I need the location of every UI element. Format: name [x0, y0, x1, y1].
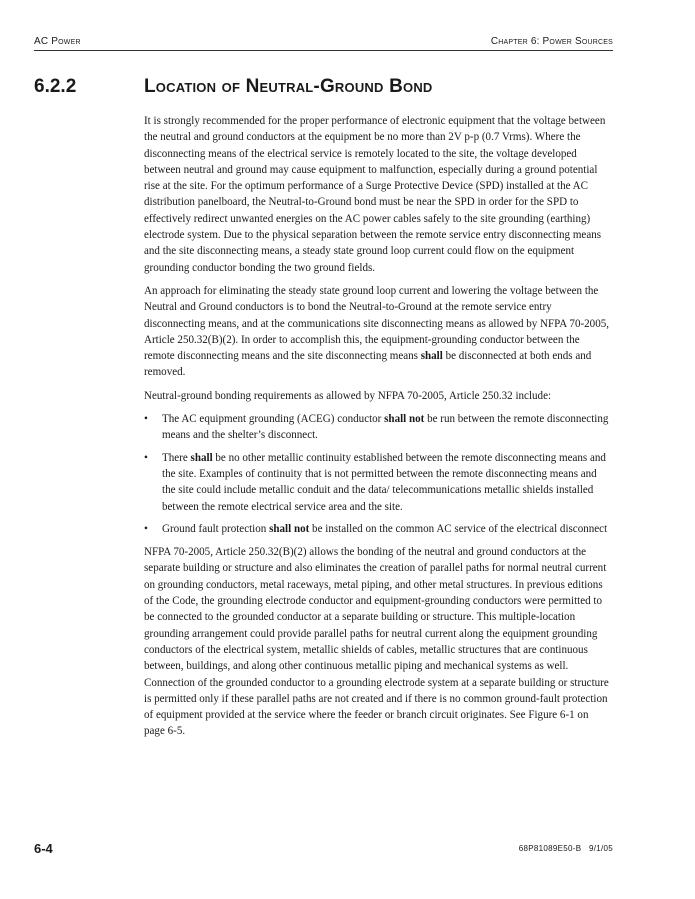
running-header-right: Chapter 6: Power Sources [490, 36, 613, 47]
list-item [144, 521, 612, 537]
paragraph-approach-text-2: be disconnected at both ends and removed. [144, 350, 592, 379]
emphasis-shall-not: shall not [384, 413, 425, 426]
list-item-text-2: be installed on the common AC service of the electrical disconnect [309, 522, 608, 535]
running-header-left: AC Power [34, 36, 81, 47]
paragraph-approach [144, 283, 612, 381]
list-item-text-1: The AC equipment grounding (ACEG) conductor [162, 413, 385, 426]
document-id: 68P81089E50-B 9/1/05 [518, 844, 613, 853]
body-text [144, 113, 612, 747]
paragraph-nfpa: NFPA 70-2005, Article 250.32(B)(2) allows the bonding of the neutral and ground conductors at the separate building or structure and also eliminates the creation of parallel paths for normal neutral current on grounding conductors, metal raceways, metal piping, and other metal structures. In previous editions of the Code, the grounding electrode conductor and equipment-grounding conductors were permitted to be connected to the grounded conductor at a separate building or structure. This multiple-location grounding arrangement could provide parallel paths for neutral current along the equipment grounding conductors of the electrical system, metallic shields of cables, metallic structures that are continuous between, buildings, and along other continuous metallic piping and mechanical systems as well. Connection of the grounded conductor to a grounding electrode system at a separate building or structure is permitted only if these parallel paths are not created and if there is no common ground-fault protection of equipment provided at the service where the feeder or branch circuit originates. See Figure 6-1 on page 6-5. [144, 546, 609, 738]
list-item-text-1: Ground fault protection [162, 522, 270, 535]
list-item [144, 411, 612, 444]
emphasis-shall: shall [420, 350, 443, 363]
emphasis-shall-not: shall not [269, 522, 310, 535]
section-number: 6.2.2 [34, 76, 77, 97]
bullet-icon: • [144, 522, 148, 535]
emphasis-shall: shall [190, 451, 213, 464]
page-number: 6-4 [34, 841, 53, 856]
header-rule [34, 50, 613, 51]
list-item-text-2: be run between the remote disconnecting means and the shelter’s disconnect. [162, 413, 609, 442]
bullet-icon: • [144, 413, 148, 426]
list-item [144, 450, 612, 515]
requirements-list [144, 411, 612, 537]
list-item-text-2: be no other metallic continuity established between the remote disconnecting means and the site. Examples of continuity that is not permitted between the remote disconnecting means and the site could include metallic conduit and the data/ telecommunications metallic shields installed between the remote electrical service area and the site. [162, 451, 606, 513]
list-item-text-1: There [162, 451, 191, 464]
paragraph-intro: It is strongly recommended for the proper performance of electronic equipment that the voltage between the neutral and ground conductors at the equipment be no more than 2V p-p (0.7 Vrms). Where the disconnecting means of the electrical service is remotely located to the site, the voltage developed between neutral and ground may cause equipment to malfunction, especially during a ground potential rise at the site. For the optimum performance of a Surge Protective Device (SPD) installed at the AC distribution panelboard, the Neutral-to-Ground bond must be near the SPD in order for the SPD to effectively redirect unwanted energies on the AC power cables safely to the site grounding (earthing) electrode system. Due to the physical separation between the remote service entry disconnecting means and the site disconnecting means, a steady state ground loop current could flow on the equipment grounding conductor bonding the two ground fields. [144, 115, 606, 274]
bullet-icon: • [144, 451, 148, 464]
paragraph-approach-text-1: An approach for eliminating the steady state ground loop current and lowering the voltage between the Neutral and Ground conductors is to bond the Neutral-to-Ground at the remote service entry disconnecting means, and at the communications site disconnecting means as allowed by NFPA 70-2005, Article 250.32(B)(2). In order to accomplish this, the equipment-grounding conductor between the remote disconnecting means and the site disconnecting means [144, 284, 610, 363]
section-title: Location of Neutral-Ground Bond [144, 76, 433, 97]
paragraph-requirements-intro: Neutral-ground bonding requirements as allowed by NFPA 70-2005, Article 250.32 include: [144, 389, 552, 402]
